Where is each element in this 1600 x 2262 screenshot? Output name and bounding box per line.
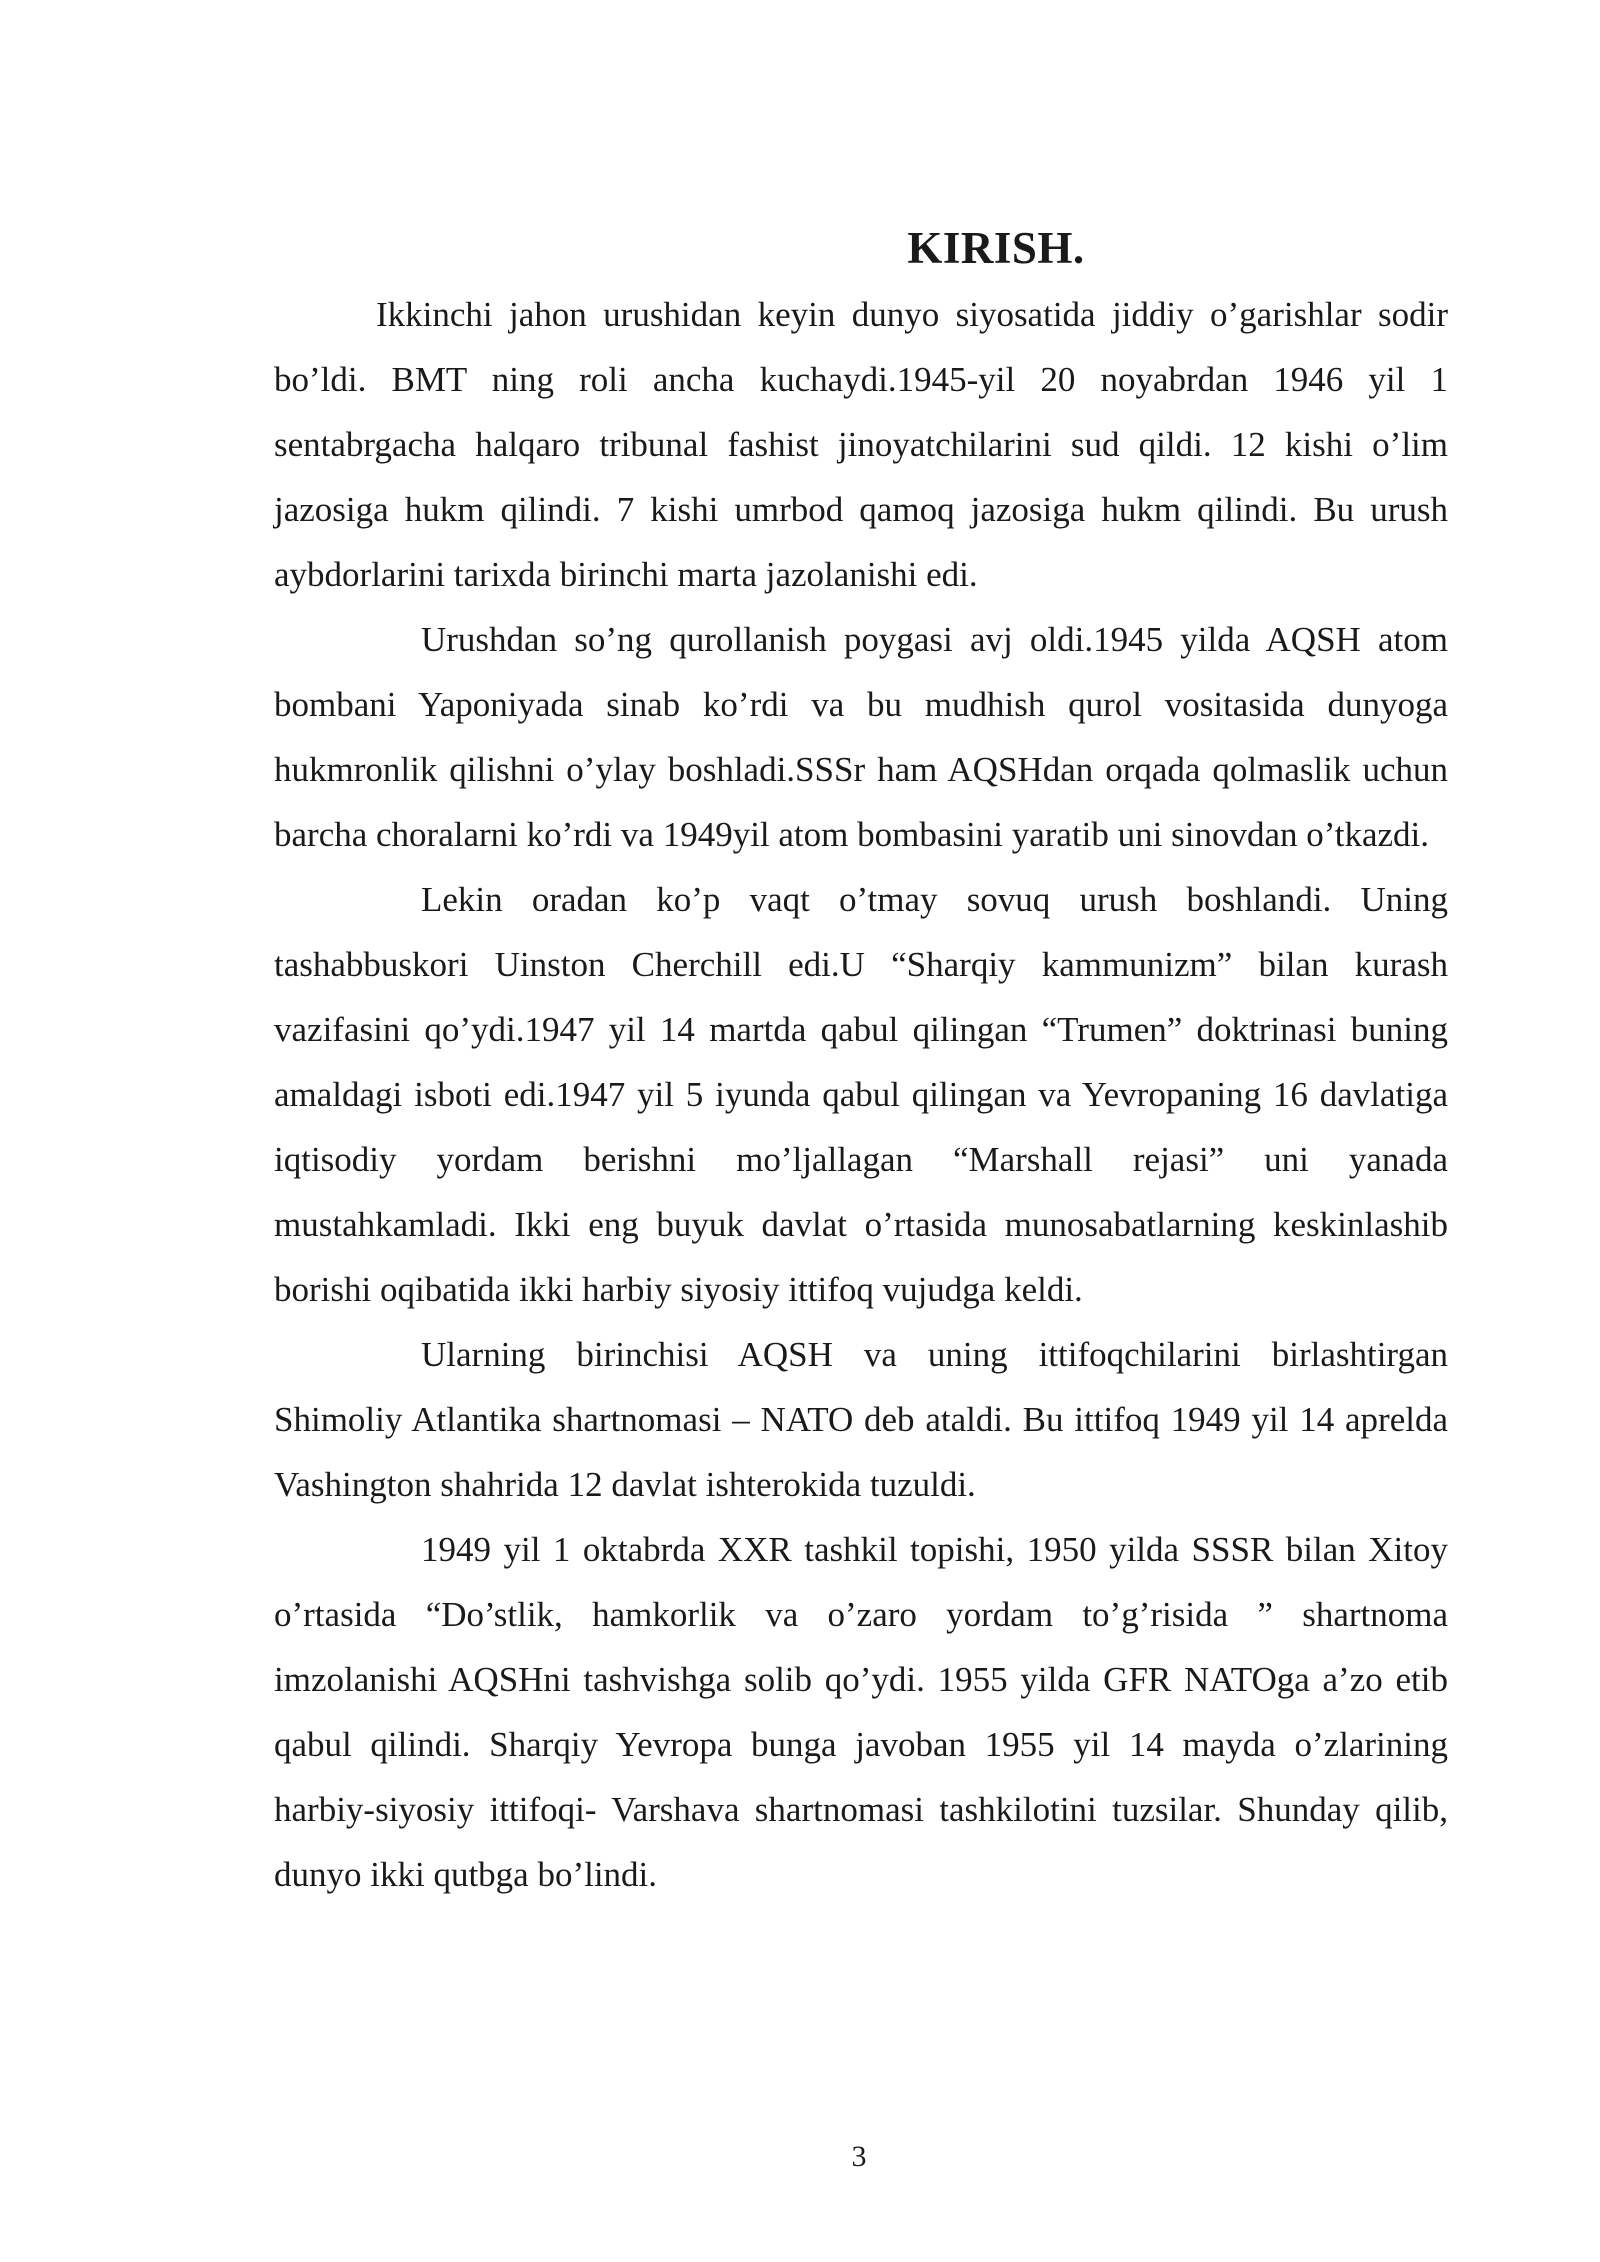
- page-number: 3: [851, 2140, 867, 2173]
- paragraph-1: Ikkinchi jahon urushidan keyin dunyo siyosatida jiddiy o’garishlar sodir bo’ldi. BMT ning roli ancha kuchaydi.1945-yil 20 noyabrdan 1946 yil 1 sentabrgacha halqaro tribunal fashist jinoyatchilarini sud qildi. 12 kishi o’lim jazosiga hukm qilindi. 7 kishi umrbod qamoq jazosiga hukm qilindi. Bu urush aybdorlarini tarixda birinchi marta jazolanishi edi.: [274, 295, 1448, 594]
- paragraph-4: Ularning birinchisi AQSH va uning ittifoqchilarini birlashtirgan Shimoliy Atlantika shartnomasi – NATO deb ataldi. Bu ittifoq 1949 yil 14 aprelda Vashington shahrida 12 davlat ishterokida tuzuldi.: [274, 1335, 1448, 1504]
- paragraph-2: Urushdan so’ng qurollanish poygasi avj oldi.1945 yilda AQSH atom bombani Yaponiyada sinab ko’rdi va bu mudhish qurol vositasida dunyoga hukmronlik qilishni o’ylay boshladi.SSSr ham AQSHdan orqada qolmaslik uchun barcha choralarni ko’rdi va 1949yil atom bombasini yaratib uni sinovdan o’tkazdi.: [274, 620, 1448, 854]
- paragraph-3: Lekin oradan ko’p vaqt o’tmay sovuq urush boshlandi. Uning tashabbuskori Uinston Cherchill edi.U “Sharqiy kammunizm” bilan kurash vazifasini qo’ydi.1947 yil 14 martda qabul qilingan “Trumen” doktrinasi buning amaldagi isboti edi.1947 yil 5 iyunda qabul qilingan va Yevropaning 16 davlatiga iqtisodiy yordam berishni mo’ljallagan “Marshall rejasi” uni yanada mustahkamladi. Ikki eng buyuk davlat o’rtasida munosabatlarning keskinlashib borishi oqibatida ikki harbiy siyosiy ittifoq vujudga keldi.: [274, 880, 1448, 1309]
- page-content: [274, 222, 1448, 1907]
- paragraph-5: 1949 yil 1 oktabrda XXR tashkil topishi, 1950 yilda SSSR bilan Xitoy o’rtasida “Do’stlik, hamkorlik va o’zaro yordam to’g’risida ” shartnoma imzolanishi AQSHni tashvishga solib qo’ydi. 1955 yilda GFR NATOga a’zo etib qabul qilindi. Sharqiy Yevropa bunga javoban 1955 yil 14 mayda o’zlarining harbiy-siyosiy ittifoqi- Varshava shartnomasi tashkilotini tuzsilar. Shunday qilib, dunyo ikki qutbga bo’lindi.: [274, 1530, 1448, 1894]
- page-title: KIRISH.: [907, 223, 1085, 273]
